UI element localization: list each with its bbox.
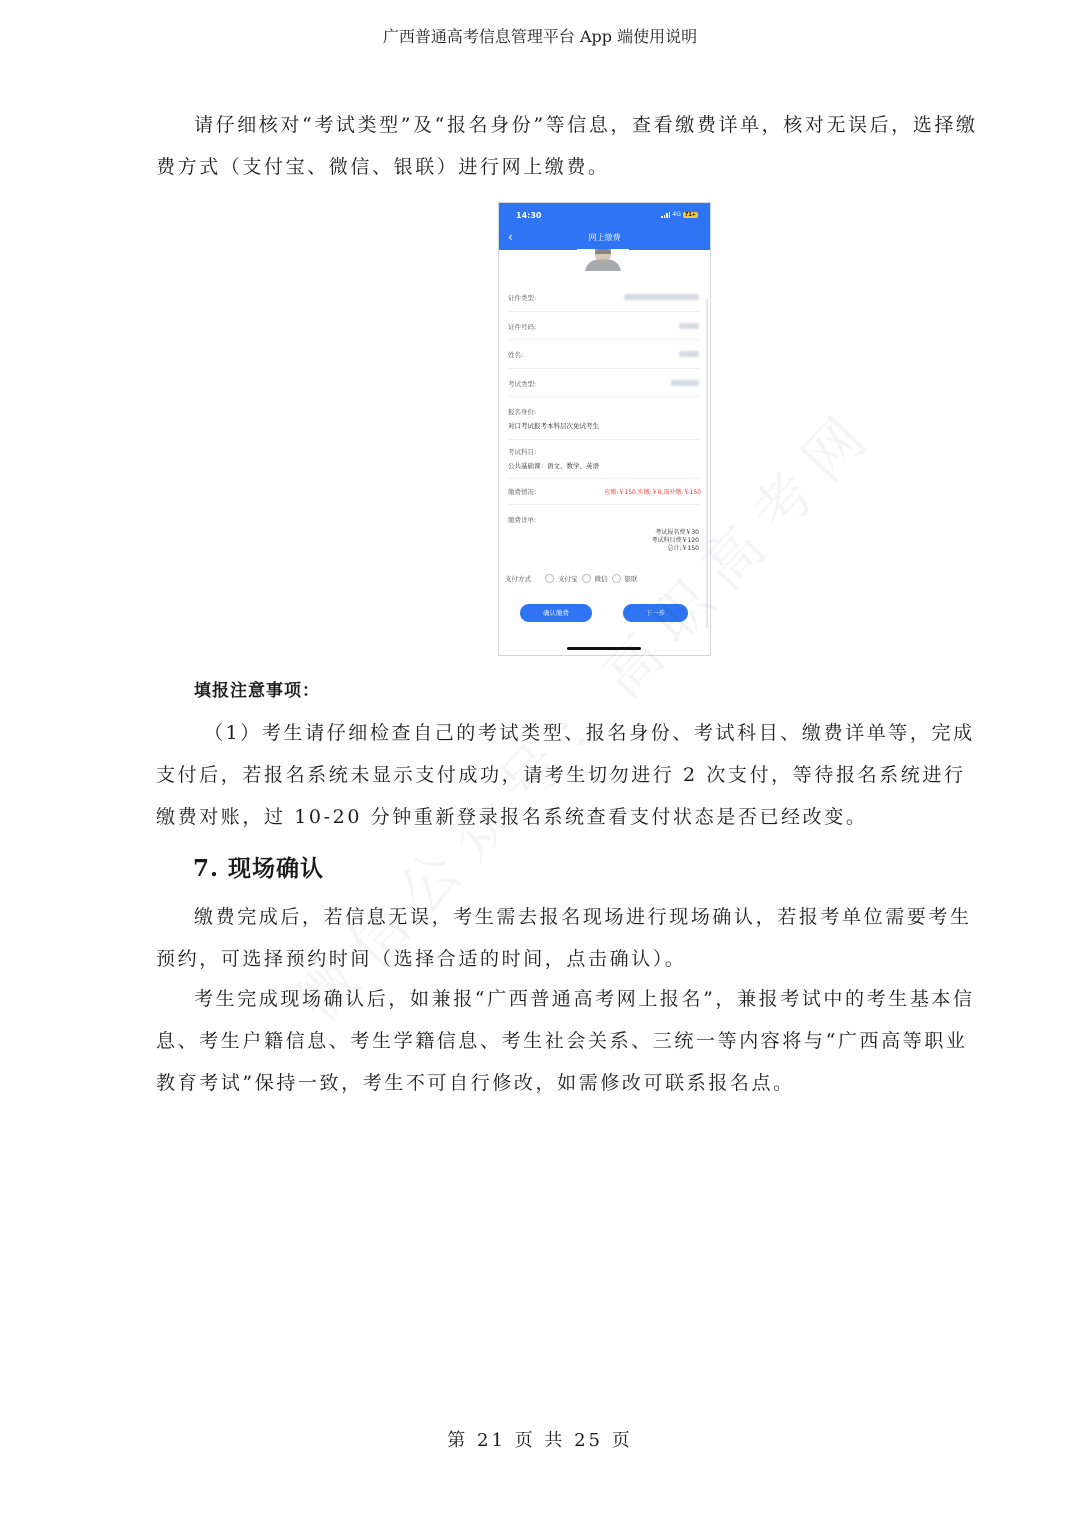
field-divider xyxy=(508,478,700,479)
notes-item-1: （1）考生请仔细检查自己的考试类型、报名身份、考试科目、缴费详单等，完成支付后，若报名系统未显示支付成功，请考生切勿进行 2 次支付，等待报名系统进行缴费对账，过 10-20 分钟重新登录报名系统查看支付状态是否已经改变。 xyxy=(156,722,975,828)
alipay-radio[interactable] xyxy=(545,574,554,583)
subjects-value: 公共基础课：语文、数学、英语 xyxy=(508,462,599,470)
identity-value: 对口考试报考本科层次免试考生 xyxy=(508,422,599,430)
wechat-radio[interactable] xyxy=(582,574,591,583)
field-divider xyxy=(508,504,700,505)
field-divider xyxy=(508,311,700,312)
page-footer: 第 21 页 共 25 页 xyxy=(447,1430,633,1451)
wechat-option-label[interactable]: 微信 xyxy=(594,575,608,583)
name-value-blurred xyxy=(679,351,699,357)
unionpay-radio[interactable] xyxy=(612,574,621,583)
alipay-option-label[interactable]: 支付宝 xyxy=(558,575,578,583)
id-type-value-blurred xyxy=(624,294,699,300)
back-chevron-icon[interactable]: ‹ xyxy=(508,230,513,244)
field-divider xyxy=(508,339,700,340)
id-type-label: 证件类型: xyxy=(508,294,537,302)
identity-label: 报名身份: xyxy=(508,408,537,416)
unionpay-option-label[interactable]: 银联 xyxy=(624,575,638,583)
detail-total: 总计:￥150 xyxy=(667,545,699,552)
field-divider xyxy=(508,368,700,369)
network-label: 4G xyxy=(672,211,681,218)
subjects-label: 考试科目: xyxy=(508,448,537,456)
payment-status-value: 应缴:￥150,实缴:￥0,需补缴:￥150 xyxy=(604,489,701,496)
intro-paragraph: 请仔细核对“考试类型”及“报名身份”等信息，查看缴费详单，核对无误后，选择缴费方式（支付宝、微信、银联）进行网上缴费。 xyxy=(156,114,978,178)
section-7-title: 7. 现场确认 xyxy=(193,855,325,882)
detail-registration-fee: 考试报名费￥30 xyxy=(655,529,699,536)
detail-subject-fee: 考试科目费￥120 xyxy=(651,537,699,544)
section-7-paragraph-2: 考生完成现场确认后，如兼报“广西普通高考网上报名”，兼报考试中的考生基本信息、考生户籍信息、考生学籍信息、考生社会关系、三统一等内容将与“广西高等职业教育考试”保持一致，考生不可自行修改，如需修改可联系报名点。 xyxy=(156,988,975,1094)
confirm-payment-button[interactable]: 确认缴费 xyxy=(520,604,592,622)
payment-method-label: 支付方式 xyxy=(505,575,531,583)
phone-screen-title: 网上缴费 xyxy=(588,233,621,242)
avatar-photo xyxy=(577,249,629,271)
battery-icon: 71+ xyxy=(684,211,696,218)
field-divider xyxy=(508,396,700,397)
id-number-label: 证件号码: xyxy=(508,323,537,331)
section-7-paragraph-1: 缴费完成后，若信息无误，考生需去报名现场进行现场确认，若报考单位需要考生预约，可选择预约时间（选择合适的时间，点击确认）。 xyxy=(156,906,972,970)
signal-icon xyxy=(661,212,670,218)
id-number-value-blurred xyxy=(679,323,699,329)
exam-type-value-blurred xyxy=(671,380,699,386)
notes-title: 填报注意事项： xyxy=(194,681,320,701)
field-divider xyxy=(508,439,700,440)
next-step-button[interactable]: 下一步 xyxy=(623,604,688,622)
document-header: 广西普通高考信息管理平台 App 端使用说明 xyxy=(382,27,698,46)
payment-method-row xyxy=(505,574,638,583)
status-time: 14:30 xyxy=(516,211,542,220)
exam-type-label: 考试类型: xyxy=(508,380,537,388)
payment-status-label: 缴费情况: xyxy=(508,488,537,496)
status-indicators xyxy=(661,211,698,218)
payment-detail-label: 缴费详单: xyxy=(508,516,537,524)
name-label: 姓名: xyxy=(508,351,524,359)
phone-top-bar xyxy=(499,203,710,250)
